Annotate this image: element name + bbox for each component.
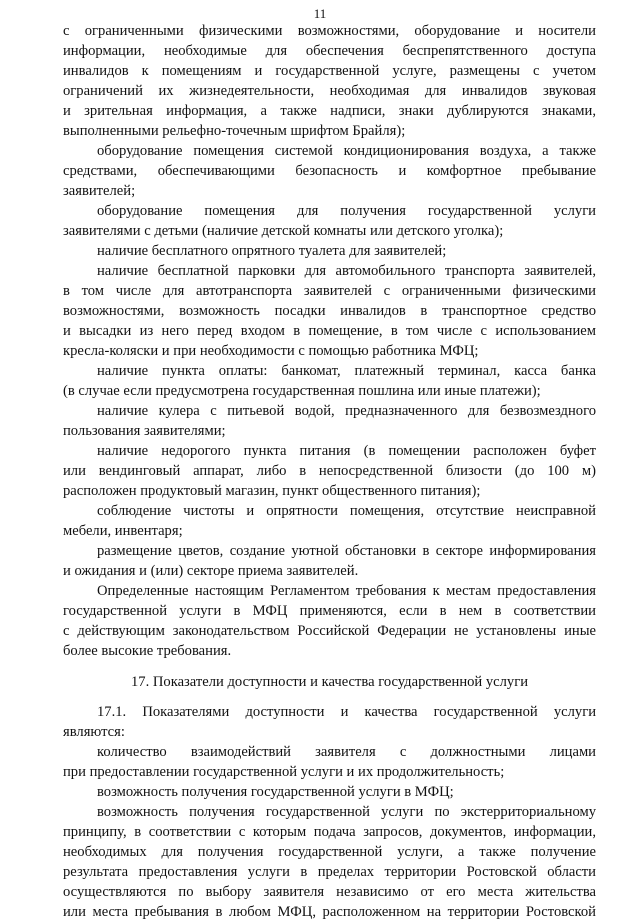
text-line: возможность получения государственной услуги в МФЦ; [97, 784, 454, 800]
text-line: выполненными рельефно-точечным шрифтом Брайля); [63, 123, 406, 139]
text-line: осуществляются по выбору заявителя независимо от его места жительства [63, 884, 596, 900]
text-line: или вендинговый аппарат, либо в непосредственной близости (до 100 м) [63, 463, 596, 479]
text-line: в том числе для автотранспорта заявителей с ограниченными физическими [63, 283, 596, 299]
text-line: принципу, в соответствии с которым подача запросов, документов, информации, [63, 824, 596, 840]
paragraph [63, 241, 596, 261]
text-line: размещение цветов, создание уютной обстановки в секторе информирования [97, 543, 596, 559]
text-line: результата предоставления услуги в пределах территории Ростовской области [63, 864, 596, 880]
paragraph [63, 501, 596, 541]
text-line: наличие недорогого пункта питания (в помещении расположен буфет [97, 443, 596, 459]
text-line: и высадки из него перед входом в помещение, в том числе с использованием [63, 323, 596, 339]
text-line: более высокие требования. [63, 643, 232, 659]
text-line: с действующим законодательством Российской Федерации не установлены иные [63, 623, 596, 639]
text-line: оборудование помещения для получения государственной услуги [97, 203, 596, 219]
text-line: наличие пункта оплаты: банкомат, платежный терминал, касса банка [97, 363, 596, 379]
text-line: ограничений их жизнедеятельности, необходимая для инвалидов звуковая [63, 83, 596, 99]
text-line: Определенные настоящим Регламентом требования к местам предоставления [97, 583, 596, 599]
text-line: и зрительная информация, а также надписи, знаки дублируются знаками, [63, 103, 596, 119]
paragraph [63, 141, 596, 201]
paragraph [63, 361, 596, 401]
text-line: и ожидания и (или) секторе приема заявителей. [63, 563, 359, 579]
text-line: количество взаимодействий заявителя с должностными лицами [97, 744, 596, 760]
text-line: государственной услуги в МФЦ применяются, если в нем в соответствии [63, 603, 596, 619]
text-line: (в случае если предусмотрена государственная пошлина или иные платежи); [63, 383, 541, 399]
paragraph [63, 802, 596, 922]
text-line: при предоставлении государственной услуги и их продолжительность; [63, 764, 505, 780]
paragraph [63, 201, 596, 241]
paragraph [63, 261, 596, 361]
spacer [63, 692, 596, 702]
text-line: наличие бесплатного опрятного туалета для заявителей; [97, 243, 447, 259]
text-line: оборудование помещения системой кондиционирования воздуха, а также [97, 143, 596, 159]
paragraph [63, 541, 596, 581]
text-line: с ограниченными физическими возможностями, оборудование и носители [63, 23, 596, 39]
text-line: 17.1. Показателями доступности и качества государственной услуги [97, 704, 596, 720]
text-line: возможностями, возможность посадки инвалидов в транспортное средство [63, 303, 596, 319]
text-line: инвалидов к помещениям и государственной услуге, размещены с учетом [63, 63, 596, 79]
text-line: мебели, инвентаря; [63, 523, 183, 539]
text-line: необходимых для получения государственной услуги, а также получение [63, 844, 596, 860]
paragraph [63, 401, 596, 441]
text-line: расположен продуктовый магазин, пункт общественного питания); [63, 483, 481, 499]
text-line: информации, необходимые для обеспечения беспрепятственного доступа [63, 43, 596, 59]
text-line: наличие бесплатной парковки для автомобильного транспорта заявителей, [97, 263, 596, 279]
text-line: пользования заявителями; [63, 423, 226, 439]
text-line: средствами, обеспечивающими безопасность и комфортное пребывание [63, 163, 596, 179]
section-heading: 17. Показатели доступности и качества государственной услуги [130, 674, 529, 690]
text-line: наличие кулера с питьевой водой, предназначенного для безвозмездного [97, 403, 596, 419]
paragraph [63, 441, 596, 501]
paragraph [63, 581, 596, 661]
spacer [63, 661, 596, 672]
text-line: соблюдение чистоты и опрятности помещения, отсутствие неисправной [97, 503, 596, 519]
paragraph [63, 702, 596, 742]
text-line: заявителями с детьми (наличие детской комнаты или детского уголка); [63, 223, 504, 239]
text-line: или места пребывания в любом МФЦ, расположенном на территории Ростовской [63, 904, 596, 920]
paragraph [63, 742, 596, 782]
text-line: возможность получения государственной услуги по экстерриториальному [97, 804, 596, 820]
paragraph [63, 782, 596, 802]
paragraph [63, 21, 596, 141]
text-line: являются: [63, 724, 125, 740]
page-number: 11 [313, 6, 327, 21]
text-line: кресла-коляски и при необходимости с помощью работника МФЦ; [63, 343, 479, 359]
text-line: заявителей; [63, 183, 136, 199]
document-body [63, 21, 596, 922]
